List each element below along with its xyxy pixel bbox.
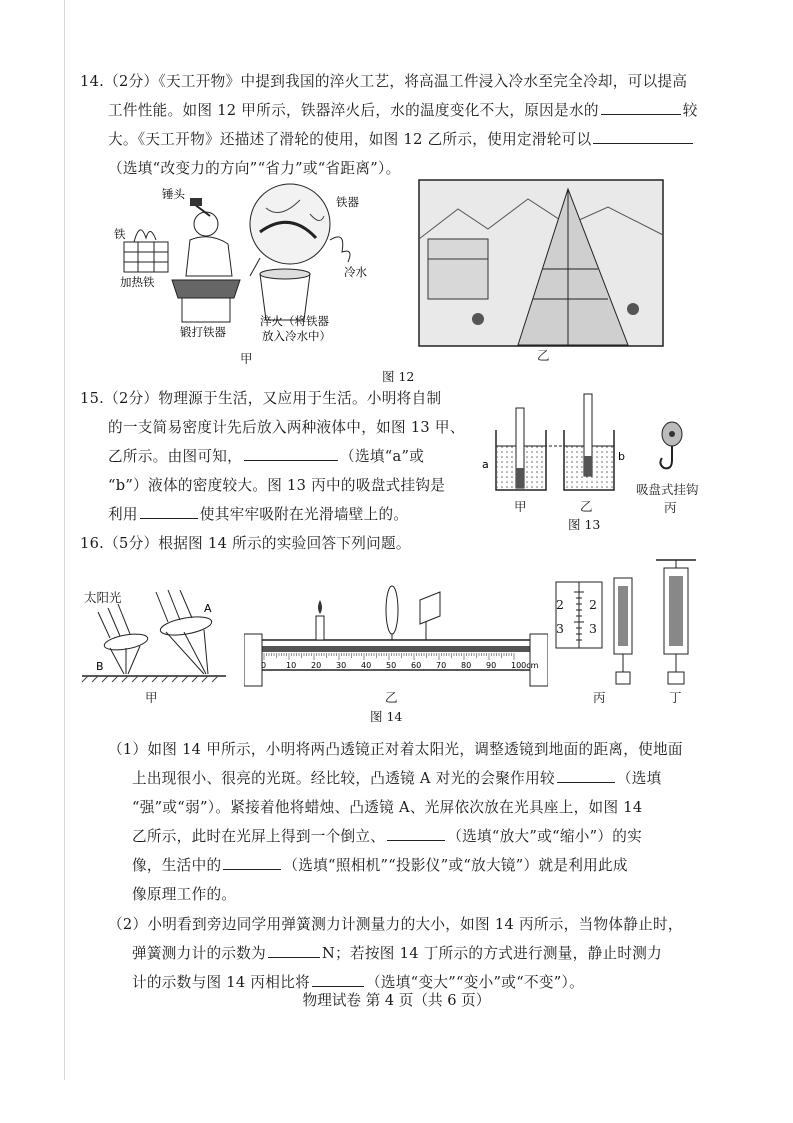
figure-13-bing-label: 丙 xyxy=(664,500,677,515)
figure-14-yi-label: 乙 xyxy=(385,690,398,705)
q16-part2-line-1: （2）小明看到旁边同学用弹簧测力计测量力的大小，如图 14 丙所示，当物体静止时， xyxy=(108,916,683,933)
figure-12-caption: 图 12 xyxy=(382,369,415,384)
q16-part1-line-6: 像原理工作的。 xyxy=(132,886,237,903)
lens-B-label: B xyxy=(96,660,104,673)
figure-14-ding-label: 丁 xyxy=(669,690,682,705)
q14-line-3: 大。《天工开物》还描述了滑轮的使用，如图 12 乙所示，使用定滑轮可以 xyxy=(108,128,695,149)
q15-line-4: “b”）液体的密度较大。图 13 丙中的吸盘式挂钩是 xyxy=(108,477,446,494)
figure-12-jia-label: 甲 xyxy=(240,351,253,366)
figure-12-yi-label: 乙 xyxy=(537,348,550,363)
liquid-b-label: b xyxy=(618,450,625,463)
answer-blank-q16-3[interactable] xyxy=(223,855,281,870)
figure-14-jia-label: 甲 xyxy=(145,690,158,705)
q16-part2-line-2: 弹簧测力计的示数为 N；若按图 14 丁所示的方式进行测量，静止时测力 xyxy=(132,945,663,962)
ruler-tick-label: 0 xyxy=(261,661,267,670)
figure-14-bing-spring-scale xyxy=(552,572,652,692)
scale-tick-2-right: 2 xyxy=(589,597,597,612)
ruler-tick-label: 80 xyxy=(461,661,472,670)
ruler-tick-label: 60 xyxy=(411,661,422,670)
ruler-tick-label: 50 xyxy=(386,661,397,670)
label-forge: 锻打铁器 xyxy=(180,325,226,339)
ruler-tick-label: 40 xyxy=(361,661,372,670)
q16-part1-line-4: 乙所示，此时在光屏上得到一个倒立、 （选填“放大”或“缩小”）的实 xyxy=(132,828,643,845)
q14-line-1: 14.（2分）《天工开物》中提到我国的淬火工艺，将高温工件浸入冷水至完全冷却，可以提高 xyxy=(80,73,688,90)
answer-blank-q15-2[interactable] xyxy=(140,504,198,519)
liquid-a-label: a xyxy=(482,458,489,471)
q15-line-5: 利用 使其牢牢吸附在光滑墙壁上的。 xyxy=(108,506,409,523)
ruler-tick-label: 90 xyxy=(486,661,497,670)
scale-tick-2-left: 2 xyxy=(556,597,564,612)
figure-13-caption: 图 13 xyxy=(568,517,601,532)
q16-part1-line-3: “强”或“弱”）。紧接着他将蜡烛、凸透镜 A、光屏依次放在光具座上，如图 14 xyxy=(132,799,643,816)
figure-14-ding-spring-scale xyxy=(650,556,700,692)
figure-12-yi-scene xyxy=(418,179,664,347)
lens-A-label: A xyxy=(204,602,212,615)
ruler-tick-label: 30 xyxy=(336,661,347,670)
q16-part1-line-1: （1）如图 14 甲所示，小明将两凸透镜正对着太阳光，调整透镜到地面的距离，使地面 xyxy=(108,741,683,758)
q16-part2-line-3: 计的示数与图 14 丙相比将 （选填“变大”“变小”或“不变”）。 xyxy=(132,974,584,991)
q15-line-3: 乙所示。由图可知， （选填“a”或 xyxy=(108,448,425,465)
q16-part1-line-2: 上出现很小、很亮的光斑。经比较，凸透镜 A 对光的会聚作用较 （选填 xyxy=(132,770,662,787)
label-cold-water: 冷水 xyxy=(344,265,367,279)
q14-line-2: 工件性能。如图 12 甲所示，铁器淬火后，水的温度变化不大，原因是水的 较 xyxy=(108,102,698,119)
label-quench-2: 放入冷水中） xyxy=(262,329,331,343)
figure-13-yi-label: 乙 xyxy=(580,499,593,514)
q14-line-4: （选填“改变力的方向”“省力”或“省距离”）。 xyxy=(108,160,401,177)
q16-part1-line-5: 像，生活中的 （选填“照相机”“投影仪”或“放大镜”）就是利用此成 xyxy=(132,857,628,874)
figure-13-hook-label: 吸盘式挂钩 xyxy=(636,482,699,497)
q15-line-1: 15.（2分）物理源于生活，又应用于生活。小明将自制 xyxy=(80,390,442,407)
figure-13-jia-label: 甲 xyxy=(514,499,527,514)
ruler-tick-label: 100cm xyxy=(511,661,539,670)
answer-blank-q14-2[interactable] xyxy=(593,129,693,144)
answer-blank-q16-5[interactable] xyxy=(312,972,364,987)
figure-14-caption: 图 14 xyxy=(370,709,403,724)
label-hammer: 锤头 xyxy=(162,187,185,201)
label-quench-1: 淬火（将铁器 xyxy=(260,314,329,328)
scale-tick-3-right: 3 xyxy=(589,621,597,636)
q16-heading: 16.（5分）根据图 14 所示的实验回答下列问题。 xyxy=(80,535,411,552)
answer-blank-q16-2[interactable] xyxy=(387,826,445,841)
label-ironware: 铁器 xyxy=(336,195,359,209)
q15-line-2: 的一支简易密度计先后放入两种液体中，如图 13 甲、 xyxy=(108,419,465,436)
figure-14-bing-label: 丙 xyxy=(593,690,606,705)
figure-14-yi-optical-bench xyxy=(244,578,548,688)
figure-14-sunlight-label: 太阳光 xyxy=(84,590,122,605)
answer-blank-q16-1[interactable] xyxy=(557,768,615,783)
label-iron: 铁 xyxy=(114,227,126,241)
scale-tick-3-left: 3 xyxy=(556,621,564,636)
answer-blank-q14-1[interactable] xyxy=(601,100,681,115)
answer-blank-q16-4[interactable] xyxy=(268,943,320,958)
ruler-tick-label: 70 xyxy=(436,661,447,670)
page-footer: 物理试卷 第 4 页（共 6 页） xyxy=(302,992,491,1009)
figure-12-jia xyxy=(110,180,410,350)
answer-blank-q15-1[interactable] xyxy=(244,446,338,461)
ruler-tick-label: 10 xyxy=(286,661,297,670)
ruler-tick-label: 20 xyxy=(311,661,322,670)
label-heat-iron: 加热铁 xyxy=(120,275,155,289)
page-fold-edge xyxy=(64,0,65,1080)
